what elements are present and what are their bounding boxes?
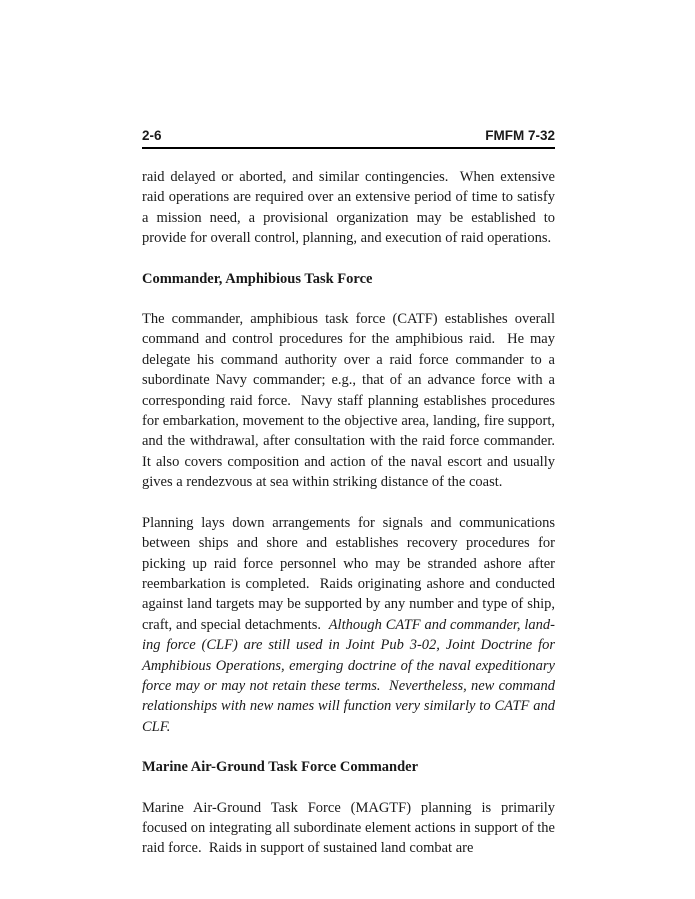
paragraph-magtf: Marine Air-Ground Task Force (MAGTF) planning is primarily focused on integrating all subordinate element actions in support of the raid force. Raids in support of sustained land combat are bbox=[142, 799, 559, 857]
doc-number: FMFM 7-32 bbox=[485, 128, 555, 143]
page-number: 2-6 bbox=[142, 128, 162, 143]
paragraph-planning-text: Planning lays down arrangements for signals and communications between ships and shore and establishes recovery procedures for picking up raid force personnel who may be stranded ashore after reembarkation is completed. Raids originating ashore and conducted against land targets may be supported by any number and type of ship, craft, and special detachments. bbox=[142, 514, 559, 633]
paragraph-raid-contingencies: raid delayed or aborted, and similar contingencies. When extensive raid operations are required over an extensive period of time to satisfy a mission need, a provisional organization may be established to provide for overall control, planning, and execution of raid operations. bbox=[142, 169, 559, 247]
page-header bbox=[142, 128, 555, 149]
paragraph-catf: The commander, amphibious task force (CATF) establishes overall command and control procedures for the amphibious raid. He may delegate his command authority over a raid force commander to a subordinate Navy commander; e.g., that of an advance force with a corresponding raid force. Navy staff planning establishes procedures for embarkation, movement to the objective area, landing, fire support, and the withdrawal, after consultation with the raid force commander. It also covers composition and action of the naval escort and usually gives a rendezvous at sea within striking distance of the coast. bbox=[142, 311, 563, 491]
section-heading-magtf: Marine Air-Ground Task Force Commander bbox=[142, 759, 419, 776]
section-heading-catf: Commander, Amphibious Task Force bbox=[142, 270, 373, 287]
paragraph-planning-italic-note: Although CATF and commander, land-ing force (CLF) are still used in Joint Pub 3-02, Joint Doctrine for Amphibious Operations, emerging doctrine of the naval expeditionary force may or may not retain these terms. Nevertheless, new command relationships with new names will function very similarly to CATF and CLF. bbox=[142, 616, 559, 735]
paragraph-planning bbox=[142, 513, 559, 737]
